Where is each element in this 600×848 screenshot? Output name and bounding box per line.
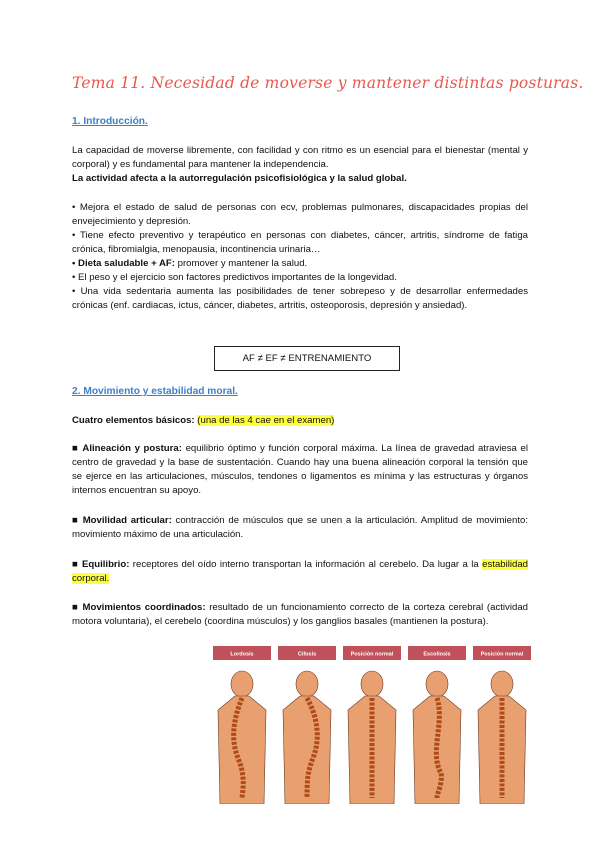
figure-label: Posición normal — [350, 651, 394, 658]
intro-bullets — [72, 201, 528, 313]
item-term: Alineación y postura: — [82, 443, 182, 454]
figure-head — [231, 671, 253, 697]
item-term: Equilibrio: — [81, 559, 130, 570]
item-equilibrio — [72, 558, 528, 586]
bullet-item: • Mejora el estado de salud de personas con ecv, problemas pulmonares, discapacidades propias del envejecimiento y depresión. — [72, 202, 528, 227]
figure-label: Cifosis — [297, 651, 317, 658]
item-movimientos — [72, 601, 528, 629]
item-text: resultado de un funcionamiento correcto de la corteza cerebral (actividad motora voluntaria), el cerebelo (coordina músculos) y los ganglios basales (mantienen la postura). — [72, 602, 528, 627]
square-bullet-icon: ■ — [72, 443, 79, 454]
intro-bold-text: La actividad afecta a la autorregulación psicofisiológica y la salud global. — [72, 173, 407, 184]
item-text: equilibrio óptimo y función corporal máxima. La línea de gravedad atraviesa el centro de gravedad y la base de sustentación. Cuando hay una buena alineación corporal la tensión que se ejerce en las articulaciones, músculos, tendones o ligamentos es mínima y las estructuras y órganos internos encuentran su apoyo. — [72, 443, 528, 496]
bullet-item: • Tiene efecto preventivo y terapéutico en personas con diabetes, cáncer, artritis, síndrome de fatiga crónica, fibromialgia, menopausia, incontinencia urinaria… — [72, 230, 528, 255]
figure-head — [491, 671, 513, 697]
af-ef-box: AF ≠ EF ≠ ENTRENAMIENTO — [214, 346, 400, 371]
square-bullet-icon: ■ — [72, 559, 79, 570]
exam-highlight: (una de las 4 cae en el examen) — [197, 415, 335, 426]
section2-heading: 2. Movimiento y estabilidad moral. — [72, 386, 238, 397]
item-term: Movilidad articular: — [82, 515, 172, 526]
item-term: Movimientos coordinados: — [82, 602, 206, 613]
diet-bold: • Dieta saludable + AF: — [72, 258, 175, 269]
item-text: contracción de músculos que se unen a la articulación. Amplitud de movimiento: movimiento máximo de una articulación. — [72, 515, 528, 540]
item-text: receptores del oído interno transportan la información al cerebelo. Da lugar a la — [129, 559, 483, 570]
stability-highlight: estabilidad corporal. — [72, 559, 529, 584]
figure-head — [426, 671, 448, 697]
intro-text: La capacidad de moverse libremente, con facilidad y con ritmo es un esencial para el bienestar (mental y corporal) y es fundamental para mantener la independencia. — [72, 145, 528, 170]
bullet-item: • El peso y el ejercicio son factores predictivos importantes de la longevidad. — [72, 272, 397, 283]
bullet-item-diet — [72, 257, 528, 271]
posture-figure — [211, 646, 531, 804]
item-alineacion — [72, 442, 528, 498]
figure-label: Posición normal — [480, 651, 524, 658]
square-bullet-icon: ■ — [72, 602, 79, 613]
elements-line — [72, 414, 528, 428]
figure-head — [361, 671, 383, 697]
figure-head — [296, 671, 318, 697]
elements-bold: Cuatro elementos básicos: — [72, 415, 195, 426]
intro-paragraph — [72, 144, 528, 186]
section1-heading: 1. Introducción. — [72, 116, 148, 127]
diet-text: promover y mantener la salud. — [174, 258, 308, 269]
figure-label: Escoliosis — [423, 651, 451, 658]
item-movilidad — [72, 514, 528, 542]
figure-label: Lordosis — [230, 651, 254, 658]
page-title: Tema 11. Necesidad de moverse y mantener distintas posturas. — [72, 74, 584, 92]
square-bullet-icon: ■ — [72, 515, 79, 526]
bullet-item: • Una vida sedentaria aumenta las posibilidades de tener sobrepeso y de desarrollar enfermedades crónicas (enf. cardiacas, ictus, cáncer, diabetes, artritis, osteoporosis, depresión y ansiedad). — [72, 286, 528, 311]
